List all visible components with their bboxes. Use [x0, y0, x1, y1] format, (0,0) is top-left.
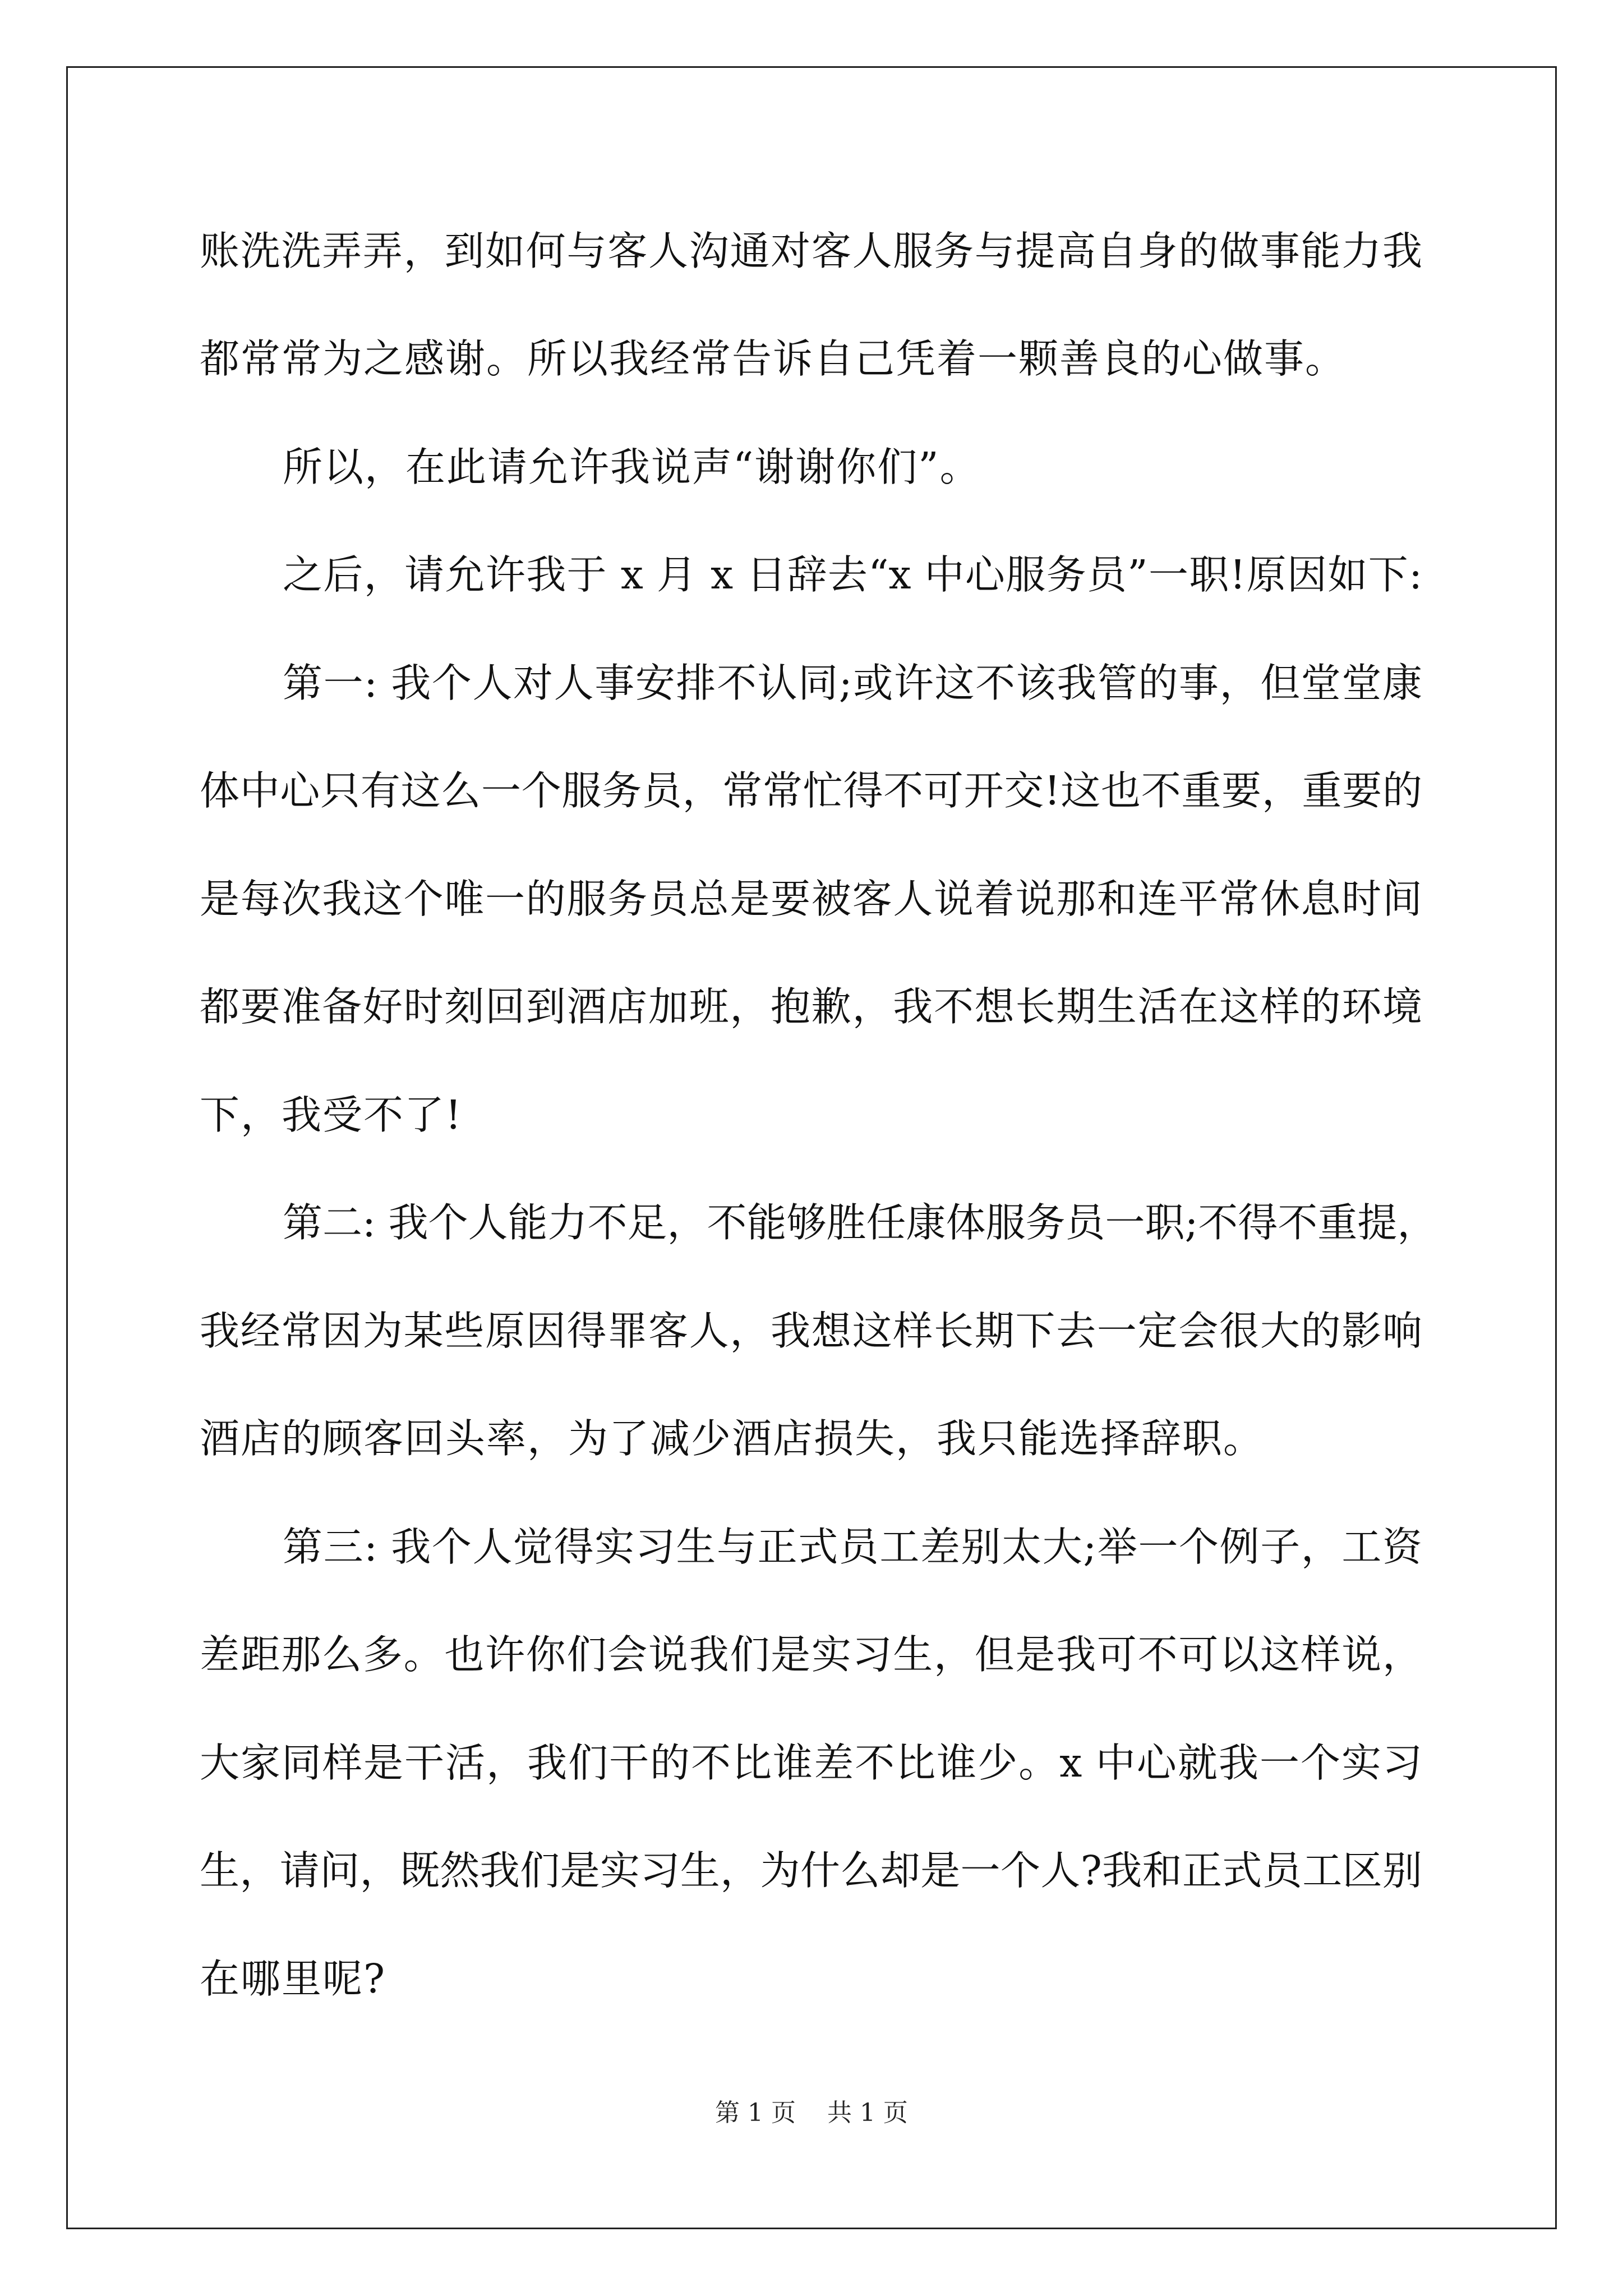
paragraph-line: 体中心只有这么一个服务员，常常忙得不可开交!这也不重要，重要的 [200, 767, 1422, 814]
paragraph-line: 账洗洗弄弄，到如何与客人沟通对客人服务与提高自身的做事能力我 [200, 228, 1422, 274]
page-number-footer: 第 1 页 共 1 页 [715, 2099, 908, 2127]
paragraph-line: 酒店的顾客回头率，为了减少酒店损失，我只能选择辞职。 [200, 1415, 1265, 1462]
paragraph-line: 我经常因为某些原因得罪客人，我想这样长期下去一定会很大的影响 [200, 1308, 1422, 1354]
paragraph-line: 大家同样是干活，我们干的不比谁差不比谁少。x 中心就我一个实习 [200, 1740, 1422, 1786]
paragraph-line: 都常常为之感谢。所以我经常告诉自己凭着一颗善良的心做事。 [200, 335, 1347, 382]
paragraph-line: 所以，在此请允许我说声“谢谢你们”。 [283, 444, 981, 490]
paragraph-line: 是每次我这个唯一的服务员总是要被客人说着说那和连平常休息时间 [200, 876, 1422, 922]
paragraph-line: 都要准备好时刻回到酒店加班，抱歉，我不想长期生活在这样的环境 [200, 983, 1422, 1030]
paragraph-line: 第二: 我个人能力不足，不能够胜任康体服务员一职;不得不重提， [283, 1199, 1437, 1246]
paragraph-line: 差距那么多。也许你们会说我们是实习生，但是我可不可以这样说， [200, 1631, 1422, 1678]
paragraph-line: 生，请问，既然我们是实习生，为什么却是一个人?我和正式员工区别 [200, 1847, 1422, 1894]
paragraph-line: 下，我受不了! [200, 1092, 463, 1138]
paragraph-line: 在哪里呢? [200, 1955, 386, 2002]
page-border [66, 66, 1557, 2229]
paragraph-line: 第三: 我个人觉得实习生与正式员工差别太大;举一个例子，工资 [283, 1524, 1422, 1570]
paragraph-line: 之后，请允许我于 x 月 x 日辞去“x 中心服务员”一职!原因如下: [283, 551, 1422, 598]
paragraph-line: 第一: 我个人对人事安排不认同;或许这不该我管的事，但堂堂康 [283, 660, 1422, 706]
